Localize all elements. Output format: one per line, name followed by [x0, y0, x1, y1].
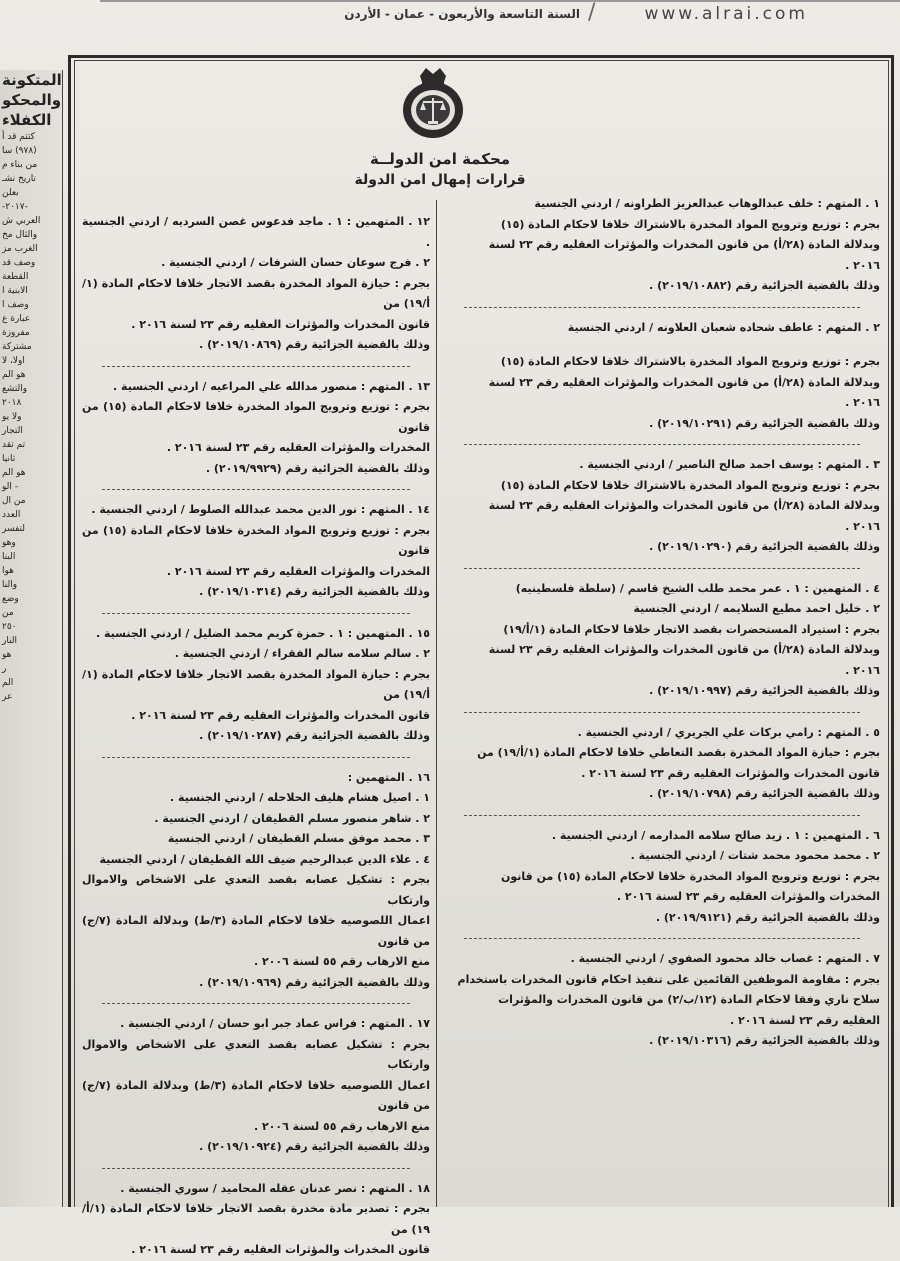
- entry-line: ١٥ . المتهمين : ١ . حمزة كريم محمد الضليل / اردني الجنسية .: [95, 626, 430, 640]
- entry-line: ٢٠١٦ .: [845, 258, 880, 272]
- side-fragment-line: الغرب مز: [2, 244, 38, 254]
- side-fragment-line: عر: [2, 692, 13, 702]
- entry-line: بجرم : حيازة المواد المخدرة بقصد الاتجار خلافا لاحكام المادة (١/أ/١٩) من: [82, 276, 430, 310]
- entry-line: المخدرات والمؤثرات العقليه رقم ٢٣ لسنة ٢٠١٦ .: [616, 890, 880, 903]
- decisions-title: قرارات إمهال امن الدولة: [354, 172, 526, 188]
- entry-separator: [102, 613, 410, 614]
- defendant-entry: [444, 826, 880, 929]
- entry-line: ٤ . المتهمين : ١ . عمر محمد طلب الشيخ قاسم / (سلطة فلسطينيه): [515, 581, 880, 595]
- entry-line: ٧ . المتهم : غصاب خالد محمود الصفوي / اردني الجنسية .: [570, 952, 880, 965]
- entry-line: ١ . المتهم : خلف عبدالوهاب عبدالعزيز الطراونه / اردني الجنسية: [534, 197, 880, 210]
- entry-line: وذلك بالقضية الجزائية رقم (٢٠١٩/١٠٩٦٩) .: [199, 975, 430, 989]
- side-fragment-line: هو الم: [2, 370, 26, 380]
- entry-line: ١٣ . المتهم : منصور مدالله علي المراعيه / اردني الجنسية .: [113, 379, 430, 393]
- side-fragment-line: والنا: [2, 580, 18, 590]
- side-fragment-line: مشتركة: [2, 342, 32, 352]
- entry-separator: [464, 712, 860, 713]
- court-emblem-icon: [398, 66, 468, 142]
- side-fragment-line: وصف قد: [2, 258, 36, 268]
- entry-separator: [102, 1168, 410, 1169]
- entry-line: اعمال اللصوصيه خلافا لاحكام المادة (٣/ط) وبدلالة المادة (٧/ج) من قانون: [82, 1078, 431, 1112]
- side-fragment-line: تم تقد: [2, 440, 26, 450]
- side-fragment-line: مفروزة: [2, 328, 30, 338]
- entry-line: بجرم : توزيع وترويج المواد المخدرة خلافا لاحكام المادة (١٥) من قانون: [82, 400, 430, 434]
- side-fragment-line: وضع: [2, 594, 19, 604]
- defendant-entry: [444, 194, 880, 297]
- entry-line: ١٢ . المتهمين : ١ . ماجد فدعوس غصن السرديه / اردني الجنسية .: [82, 215, 430, 249]
- entry-line: وذلك بالقضية الجزائية رقم (٢٠١٩/١٠٣١٦) .: [649, 1034, 880, 1047]
- left-column: [82, 212, 430, 1261]
- entry-line: ٢ . محمد محمود محمد شتات / اردني الجنسية .: [630, 849, 880, 862]
- entry-line: قانون المخدرات والمؤثرات العقليه رقم ٢٣ لسنة ٢٠١٦ .: [131, 317, 430, 331]
- entry-separator: [464, 815, 860, 816]
- entry-line: قانون المخدرات والمؤثرات العقليه رقم ٢٣ لسنة ٢٠١٦ .: [131, 708, 430, 722]
- entry-line: بجرم : توزيع وترويج المواد المخدرة خلافا لاحكام المادة (١٥) من قانون: [82, 523, 430, 557]
- entry-line: ١٧ . المتهم : فراس عماد جبر ابو حسان / اردني الجنسية .: [120, 1017, 430, 1030]
- side-fragment-line: وهو: [2, 538, 16, 548]
- side-fragment-line: العربي ش: [2, 216, 41, 226]
- entry-line: وذلك بالقضية الجزائية رقم (٢٠١٩/٩٩٢٩) .: [205, 461, 430, 475]
- entry-line: وذلك بالقضية الجزائية رقم (٢٠١٩/١٠٢٨٧) .: [199, 729, 430, 742]
- entry-line: وذلك بالقضية الجزائية رقم (٢٠١٩/٩١٢١) .: [655, 910, 880, 924]
- side-fragment-line: لتفسر: [2, 524, 26, 534]
- side-fragment-line: هو: [2, 650, 12, 660]
- entry-line: ٢٠١٦ .: [845, 396, 880, 409]
- year-line: السنة التاسعة والأربعون - عمان - الأردن: [344, 7, 580, 21]
- entry-line: اعمال اللصوصيه خلافا لاحكام المادة (٣/ط) وبدلالة المادة (٧/ج) من قانون: [82, 914, 431, 948]
- side-fragment-line: العدد: [2, 510, 21, 520]
- entry-line: ٢٠١٦ .: [845, 519, 880, 533]
- defendant-entry: [82, 1014, 430, 1158]
- entry-line: قانون المخدرات والمؤثرات العقليه رقم ٢٣ لسنة ٢٠١٦ .: [581, 766, 880, 780]
- entry-line: وذلك بالقضية الجزائية رقم (٢٠١٩/١٠٩٢٤) .: [199, 1140, 430, 1153]
- entry-line: وذلك بالقضية الجزائية رقم (٢٠١٩/١٠٢٩١) .: [649, 416, 880, 430]
- side-fragment-line: اولا، لا: [2, 356, 25, 366]
- right-column: [444, 194, 880, 1052]
- entry-line: ٢ . المتهم : عاطف شحاده شعبان العلاونه / اردني الجنسية: [567, 320, 880, 334]
- entry-line: منع الارهاب رقم ٥٥ لسنة ٢٠٠٦ .: [253, 1119, 430, 1133]
- entry-line: بجرم : توزيع وترويج المواد المخدرة بالاشتراك خلافا لاحكام المادة (١٥): [500, 478, 880, 492]
- entry-line: بجرم : توزيع وترويج المواد المخدرة بالاشتراك خلافا لاحكام المادة (١٥): [500, 355, 880, 368]
- entry-line: وبدلالة المادة (٢٨/أ) من قانون المخدرات والمؤثرات العقليه رقم ٢٣ لسنة: [488, 643, 880, 656]
- website-url[interactable]: www.alrai.com: [644, 4, 808, 24]
- entry-line: ١ . اصيل هشام هليف الحلاحله / اردني الجنسية .: [170, 791, 430, 804]
- entry-separator: [464, 938, 860, 939]
- side-fragment-line: ٢٠١٨: [2, 398, 22, 408]
- entry-line: ٢ . خليل احمد مطيع السلايمه / اردني الجنسية: [633, 602, 880, 615]
- entry-line: ٢ . شاهر منصور مسلم القطيفان / اردني الجنسية .: [154, 811, 430, 825]
- side-fragment-line: - الو: [2, 482, 19, 492]
- entry-line: ٣ . المتهم : يوسف احمد صالح الناصير / اردني الجنسية .: [579, 458, 880, 471]
- side-fragment-line: من بناء م: [2, 160, 38, 170]
- side-fragment-line: (٩٧٨) سا: [2, 146, 37, 156]
- entry-line: ٥ . المتهم : رامي بركات علي الجريري / اردني الجنسية .: [577, 725, 880, 739]
- entry-line: العقليه رقم ٢٣ لسنة ٢٠١٦ .: [730, 1013, 880, 1027]
- entry-line: وبدلالة المادة (٢٨/أ) من قانون المخدرات والمؤثرات العقليه رقم ٢٣ لسنة: [488, 499, 880, 512]
- entry-line: وبدلالة المادة (٢٨/أ) من قانون المخدرات والمؤثرات العقليه رقم ٢٣ لسنة: [488, 375, 880, 389]
- entry-line: بجرم : حيازة المواد المخدرة بقصد التعاطي خلافا لاحكام المادة (١/أ/١٩) من: [477, 746, 880, 759]
- defendant-entry: [444, 318, 880, 435]
- side-fragment-line: -٢٠١٧-: [2, 202, 28, 212]
- defendant-entry: [444, 723, 880, 805]
- side-fragment-line: عبارة ع: [2, 314, 31, 324]
- defendant-entry: [444, 579, 880, 702]
- side-fragment-line: ٢٥٠: [2, 622, 17, 632]
- defendant-entry: [82, 1179, 430, 1261]
- entry-line: ٣ . محمد موفق مسلم القطيفان / اردني الجنسية: [167, 832, 430, 845]
- header-rule: [100, 0, 900, 2]
- header-divider: /: [588, 0, 596, 25]
- entry-line: بجرم : حيازة المواد المخدرة بقصد الاتجار خلافا لاحكام المادة (١/أ/١٩) من: [82, 667, 430, 701]
- side-fragment-line: ر: [2, 664, 7, 674]
- entry-line: وذلك بالقضية الجزائية رقم (٢٠١٩/١٠٨٦٩) .: [199, 338, 430, 351]
- entry-separator: [102, 366, 410, 367]
- side-fragment-line: الابنية ا: [2, 286, 28, 296]
- entry-separator: [102, 757, 410, 758]
- side-fragment-line: النار: [2, 636, 18, 646]
- court-name: محكمة امن الدولــة: [369, 150, 511, 168]
- defendant-entry: [82, 768, 430, 994]
- side-fragment-line: بعلن: [2, 188, 19, 198]
- entry-line: وذلك بالقضية الجزائية رقم (٢٠١٩/١٠٧٩٨) .: [649, 787, 880, 800]
- entry-separator: [102, 1003, 410, 1004]
- side-fragment-line: من: [2, 608, 14, 618]
- adjacent-column-fragment: [0, 70, 63, 1207]
- side-fragment-line: الم: [2, 678, 14, 688]
- entry-line: ٤ . علاء الدين عبدالرحيم ضيف الله القطيفان / اردني الجنسية: [99, 852, 430, 866]
- entry-line: ٢ . سالم سلامه سالم الفقراء / اردني الجنسية .: [174, 647, 430, 660]
- defendant-entry: [444, 455, 880, 558]
- side-fragment-line: ولا يو: [2, 412, 22, 422]
- entry-line: ٦ . المتهمين : ١ . زيد صالح سلامه المدارمه / اردني الجنسية .: [551, 828, 880, 842]
- entry-line: وذلك بالقضية الجزائية رقم (٢٠١٩/١٠٩٩٧) .: [649, 684, 880, 697]
- side-fragment-line: كتتم قد أ: [2, 132, 35, 142]
- entry-line: منع الارهاب رقم ٥٥ لسنة ٢٠٠٦ .: [253, 955, 430, 968]
- entry-line: [444, 338, 880, 352]
- side-fragment-line: القطعة: [2, 272, 29, 282]
- column-divider: [436, 200, 437, 1207]
- entry-line: بجرم : استيراد المستحضرات بقصد الاتجار خلافا لاحكام المادة (١/أ/١٩): [503, 622, 880, 636]
- side-fragment-line: من ال: [2, 496, 26, 506]
- side-fragment-line: والثال مخ: [2, 230, 38, 240]
- entry-line: المخدرات والمؤثرات العقليه رقم ٢٣ لسنة ٢٠١٦ .: [166, 564, 430, 578]
- entry-separator: [102, 489, 410, 490]
- side-fragment-line: هو الم: [2, 468, 26, 478]
- side-fragment-line: تاريخ نشـ: [2, 174, 36, 184]
- defendant-entry: [82, 500, 430, 603]
- entry-line: وذلك بالقضية الجزائية رقم (٢٠١٩/١٠٨٨٢) .: [649, 279, 880, 292]
- entry-line: بجرم : مقاومة الموظفين القائمين على تنفيذ احكام قانون المخدرات باستخدام: [457, 972, 880, 986]
- side-fragment-line: والتشع: [2, 384, 28, 394]
- defendant-entry: [444, 949, 880, 1052]
- entry-line: بجرم : توزيع وترويج المواد المخدرة بالاشتراك خلافا لاحكام المادة (١٥): [500, 217, 880, 231]
- entry-separator: [464, 568, 860, 569]
- defendant-entry: [82, 212, 430, 356]
- side-fragment-line: التجار: [2, 426, 23, 436]
- side-fragment-line: الكفلاء: [2, 111, 52, 129]
- entry-separator: [464, 444, 860, 445]
- entry-line: وذلك بالقضية الجزائية رقم (٢٠١٩/١٠٣١٤) .: [199, 585, 430, 598]
- entry-line: ٢ . فرج سوعان حسان الشرفات / اردني الجنسية .: [161, 256, 430, 269]
- entry-line: ١٨ . المتهم : نصر عدنان عقله المحاميد / سوري الجنسية .: [120, 1181, 430, 1195]
- entry-line: ١٤ . المتهم : نور الدين محمد عبدالله الصلوط / اردني الجنسية .: [91, 503, 430, 516]
- side-fragment-line: هوا: [2, 566, 14, 576]
- side-fragment-line: البنا: [2, 552, 16, 562]
- side-fragment-line: المتكونة: [2, 71, 62, 89]
- entry-line: قانون المخدرات والمؤثرات العقليه رقم ٢٣ لسنة ٢٠١٦ .: [131, 1243, 430, 1256]
- entry-line: ٢٠١٦ .: [845, 663, 880, 677]
- page-header: [0, 0, 900, 34]
- entry-line: وذلك بالقضية الجزائية رقم (٢٠١٩/١٠٢٩٠) .: [649, 540, 880, 553]
- defendant-entry: [82, 377, 430, 480]
- entry-line: وبدلالة المادة (٢٨/أ) من قانون المخدرات والمؤثرات العقليه رقم ٢٣ لسنة: [488, 238, 880, 251]
- defendant-entry: [82, 624, 430, 747]
- entry-line: المخدرات والمؤثرات العقليه رقم ٢٣ لسنة ٢٠١٦ .: [166, 441, 430, 454]
- entry-line: سلاح ناري وفقا لاحكام المادة (١٢/ب/٢) من قانون المخدرات والمؤثرات: [498, 993, 880, 1006]
- entry-line: بجرم : توزيع وترويج المواد المخدرة خلافا لاحكام المادة (١٥) من قانون: [501, 869, 880, 883]
- entry-separator: [464, 307, 860, 308]
- side-fragment-line: ثانيا: [2, 454, 16, 464]
- entry-line: بجرم : تصدير مادة مخدرة بقصد الاتجار خلافا لاحكام المادة (١/أ/١٩) من: [82, 1202, 430, 1236]
- entry-line: ١٦ . المتهمين :: [347, 770, 430, 784]
- entry-line: بجرم : تشكيل عصابه بقصد التعدي على الاشخاص والاموال وارتكاب: [82, 1037, 430, 1071]
- side-fragment-line: والمحكو: [2, 91, 62, 109]
- side-fragment-line: وصف ا: [2, 300, 29, 310]
- entry-line: بجرم : تشكيل عصابه بقصد التعدي على الاشخاص والاموال وارتكاب: [82, 873, 430, 907]
